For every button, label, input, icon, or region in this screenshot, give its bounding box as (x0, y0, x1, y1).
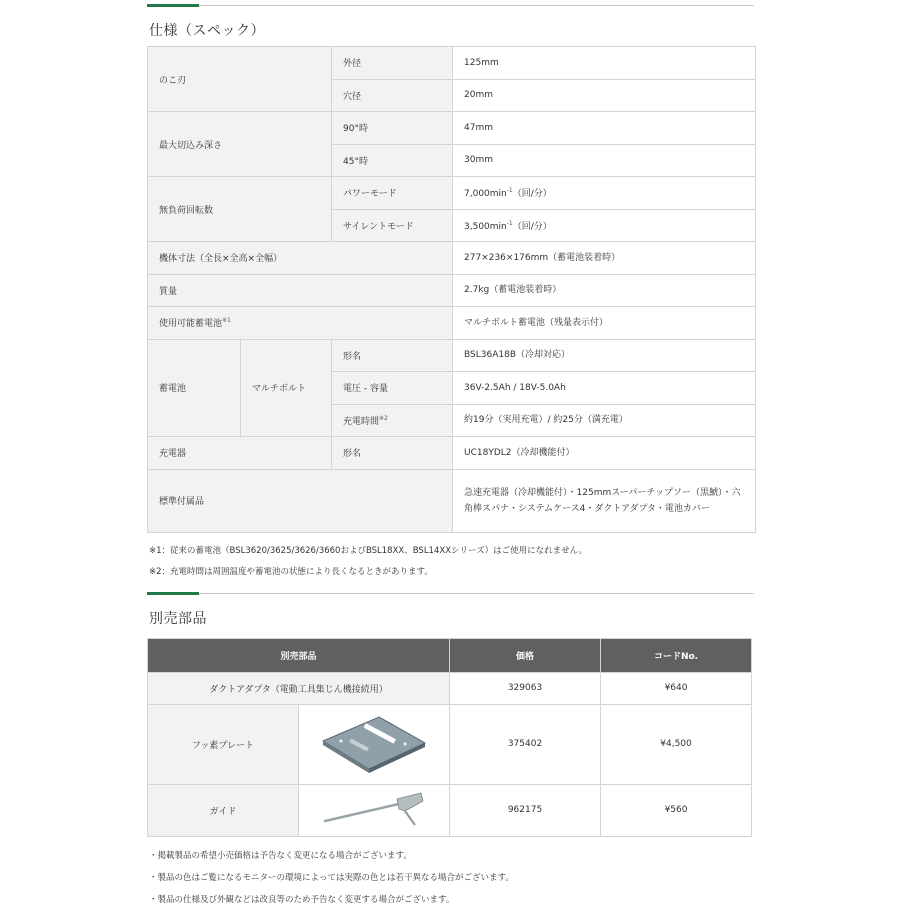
table-row (148, 704, 752, 784)
table-row (148, 47, 756, 80)
fluorine-plate-illustration (319, 711, 429, 775)
header-accessory: 別売部品 (148, 638, 450, 672)
dimensions-value: 277×236×176mm（蓄電池装着時） (453, 242, 756, 275)
silent-mode-value-main: 3,500min (464, 221, 507, 232)
table-row (148, 242, 756, 275)
accessory-col3: ¥560 (601, 784, 752, 836)
spec-table (147, 46, 756, 533)
accessory-name: ダクトアダプタ（電動工具集じん機接続用） (148, 672, 450, 704)
silent-mode-exponent: -1 (506, 219, 513, 227)
table-row (148, 339, 756, 372)
power-mode-value-main: 7,000min (464, 189, 507, 200)
fluorine-plate-image (299, 704, 450, 784)
table-row (148, 177, 756, 210)
spec-section-title: 仕様（スペック） (149, 23, 265, 39)
accessory-col2: 375402 (450, 704, 601, 784)
table-row (148, 112, 756, 145)
multivolt-label: マルチボルト (241, 339, 332, 437)
silent-mode-label: サイレントモード (332, 209, 453, 242)
standard-accessories-label: 標準付属品 (148, 469, 453, 532)
accessory-col2: 962175 (450, 784, 601, 836)
table-row (148, 672, 752, 704)
table-row (148, 307, 756, 340)
section-divider (147, 0, 754, 8)
section-divider (147, 588, 754, 596)
deg90-label: 90°時 (332, 112, 453, 145)
accessory-col3: ¥4,500 (601, 704, 752, 784)
battery-label: 蓄電池 (148, 339, 241, 437)
outer-diameter-label: 外径 (332, 47, 453, 80)
usable-battery-label (148, 307, 453, 340)
footnote-item: ・掲載製品の希望小売価格は予告なく変更になる場合がございます。 (149, 850, 412, 861)
power-mode-exponent: -1 (506, 187, 513, 195)
hole-diameter-value: 20mm (453, 79, 756, 112)
deg90-value: 47mm (453, 112, 756, 145)
spec-notes (147, 541, 754, 583)
guide-illustration (319, 789, 429, 829)
mass-value: 2.7kg（蓄電池装着時） (453, 274, 756, 307)
page-footnotes (147, 845, 754, 911)
max-cut-depth-label: 最大切込み深さ (148, 112, 332, 177)
battery-model-label: 形名 (332, 339, 453, 372)
table-row (148, 469, 756, 532)
usable-battery-label-text: 使用可能蓄電池 (159, 319, 223, 330)
deg45-value: 30mm (453, 144, 756, 177)
table-header-row (148, 638, 752, 672)
charger-model-label: 形名 (332, 437, 453, 470)
silent-mode-value (453, 209, 756, 242)
footnote-2: ※2：充電時間は周囲温度や蓄電池の状態により長くなるときがあります。 (149, 566, 433, 577)
charge-time-value: 約19分（実用充電）/ 約25分（満充電） (453, 404, 756, 437)
accessory-name: ガイド (148, 784, 299, 836)
charge-time-label-text: 充電時間 (343, 416, 380, 427)
accessory-col2: 329063 (450, 672, 601, 704)
power-mode-label: パワーモード (332, 177, 453, 210)
charge-time-footnote-ref: ※2 (379, 414, 388, 422)
deg45-label: 45°時 (332, 144, 453, 177)
footnote-1: ※1：従来の蓄電池（BSL3620/3625/3626/3660およびBSL18XX、BSL14XXシリーズ）はご使用になれません。 (149, 545, 588, 556)
voltage-capacity-label: 電圧 - 容量 (332, 372, 453, 405)
table-row (148, 437, 756, 470)
footnote-item: ・製品の仕様及び外観などは改良等のため予告なく変更する場合がございます。 (149, 894, 455, 905)
table-row (148, 784, 752, 836)
hole-diameter-label: 穴径 (332, 79, 453, 112)
footnote-item: ・製品の色はご覧になるモニターの環境によっては実際の色とは若干異なる場合がございます。 (149, 872, 514, 883)
charger-label: 充電器 (148, 437, 332, 470)
charger-model-value: UC18YDL2（冷却機能付） (453, 437, 756, 470)
table-row (148, 274, 756, 307)
blade-label: のこ刃 (148, 47, 332, 112)
accessory-col3: ¥640 (601, 672, 752, 704)
header-price: 価格 (450, 638, 601, 672)
battery-model-value: BSL36A18B（冷却対応） (453, 339, 756, 372)
voltage-capacity-value: 36V-2.5Ah / 18V-5.0Ah (453, 372, 756, 405)
charge-time-label (332, 404, 453, 437)
usable-battery-value: マルチボルト蓄電池（残量表示付） (453, 307, 756, 340)
mass-label: 質量 (148, 274, 453, 307)
accessories-table (147, 638, 752, 837)
dimensions-label: 機体寸法（全長×全高×全幅） (148, 242, 453, 275)
no-load-speed-label: 無負荷回転数 (148, 177, 332, 242)
power-mode-value (453, 177, 756, 210)
header-code: コードNo. (601, 638, 752, 672)
outer-diameter-value: 125mm (453, 47, 756, 80)
standard-accessories-value: 急速充電器（冷却機能付）・125mmスーパーチップソー（黒鯱）・六角棒スパナ・システムケース4・ダクトアダプタ・電池カバー (453, 469, 756, 532)
silent-mode-value-unit: （回/分） (512, 221, 552, 232)
usable-battery-footnote-ref: ※1 (222, 317, 231, 325)
accessories-section-title: 別売部品 (149, 610, 207, 627)
power-mode-value-unit: （回/分） (512, 189, 552, 200)
accessory-name: フッ素プレート (148, 704, 299, 784)
guide-image (299, 784, 450, 836)
